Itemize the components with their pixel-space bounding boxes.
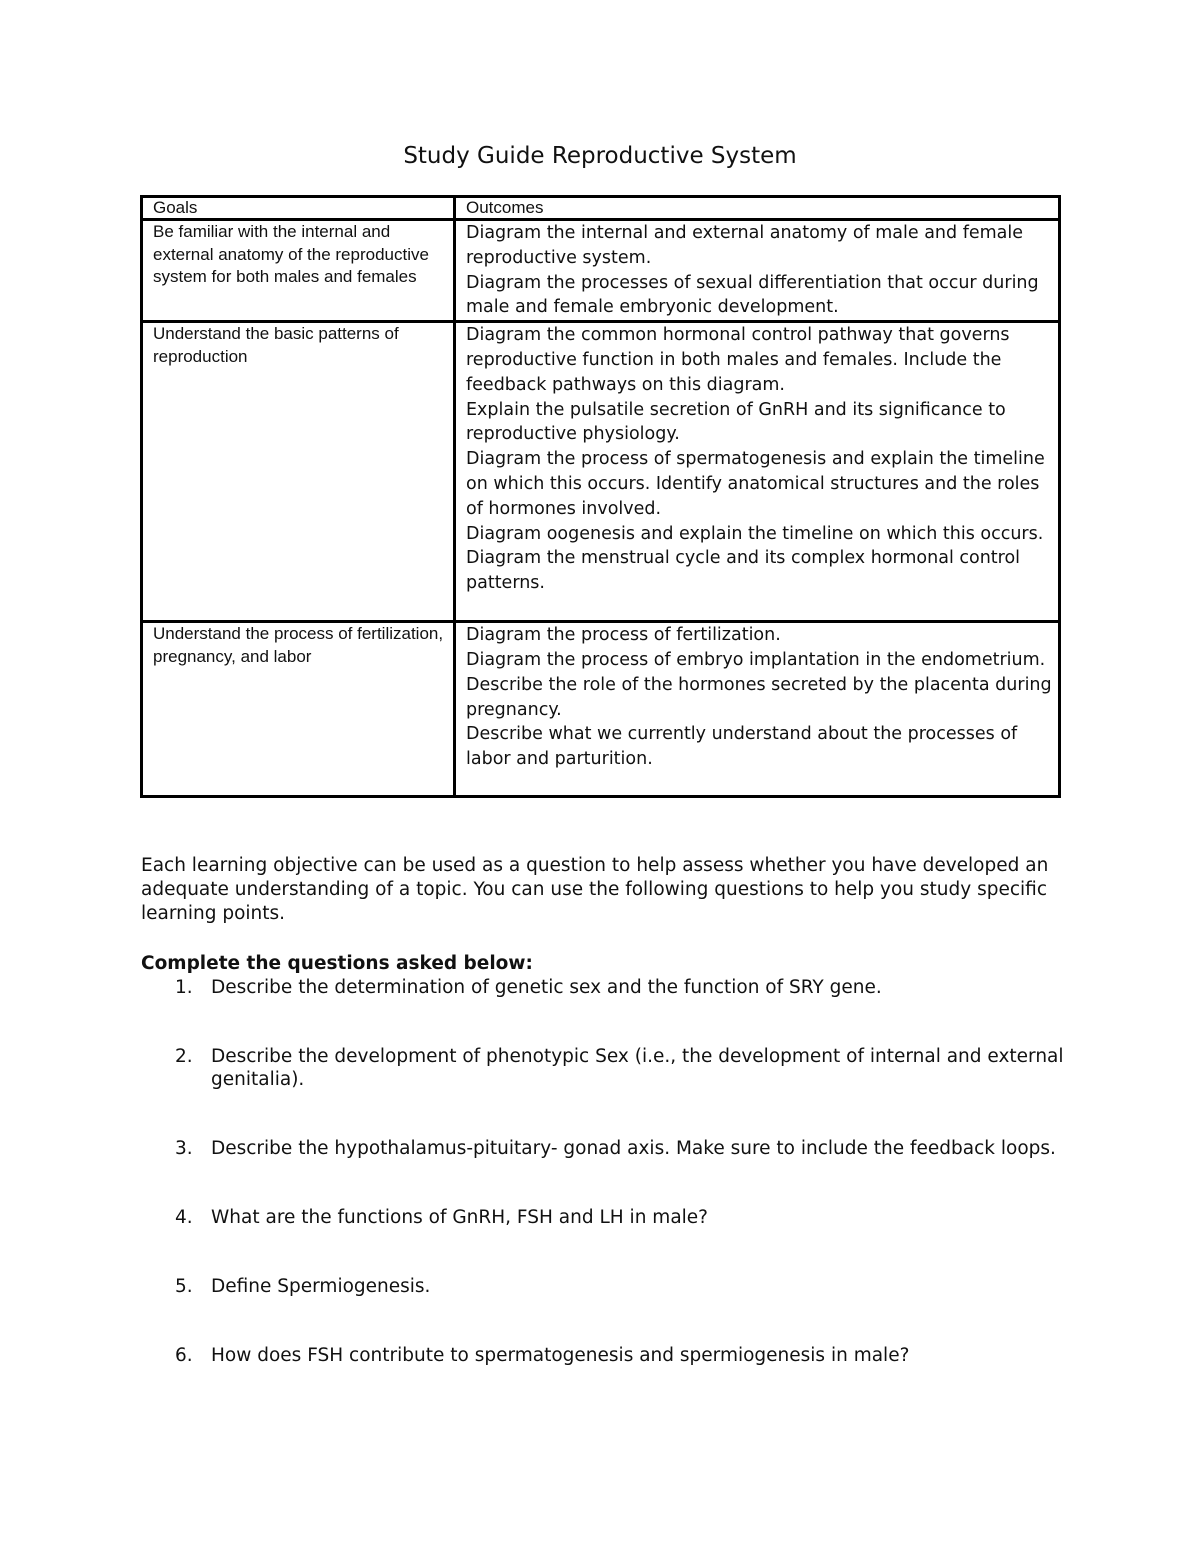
goal-cell: Understand the basic patterns of reproduction — [142, 322, 455, 622]
question-item — [141, 1137, 1071, 1160]
outcome-item: Diagram the process of spermatogenesis and explain the timeline on which this occurs. Identify anatomical structures and the roles of hormones involved. — [466, 449, 1045, 519]
table-row — [142, 322, 1060, 622]
question-item — [141, 1206, 1071, 1229]
outcome-cell — [455, 622, 1060, 797]
questions-heading: Complete the questions asked below: — [141, 953, 533, 974]
question-number: 3. — [175, 1138, 193, 1159]
outcome-item: Diagram the common hormonal control pathway that governs reproductive function in both males and females. Include the feedback pathways on this diagram. — [466, 325, 1010, 395]
question-number: 2. — [175, 1046, 193, 1067]
page-title: Study Guide Reproductive System — [403, 143, 797, 169]
intro-paragraph: Each learning objective can be used as a question to help assess whether you have developed an adequate understanding of a topic. You can use the following questions to help you study specific learning points. — [141, 855, 1049, 924]
outcome-item: Describe the role of the hormones secreted by the placenta during pregnancy. — [466, 674, 1052, 720]
goal-cell: Be familiar with the internal and external anatomy of the reproductive system for both males and females — [142, 220, 455, 322]
question-number: 4. — [175, 1207, 193, 1228]
outcome-item: Diagram the processes of sexual differentiation that occur during male and female embryonic development. — [466, 272, 1039, 318]
outcomes-header: Outcomes — [455, 197, 1060, 220]
question-number: 5. — [175, 1276, 193, 1297]
question-number: 1. — [175, 977, 193, 998]
questions-list — [141, 976, 1071, 1367]
outcome-item: Describe what we currently understand about the processes of labor and parturition. — [466, 724, 1018, 770]
outcome-item: Explain the pulsatile secretion of GnRH and its significance to reproductive physiology. — [466, 399, 1006, 445]
question-item — [141, 976, 1071, 999]
question-text: How does FSH contribute to spermatogenesis and spermiogenesis in male? — [211, 1345, 910, 1366]
question-text: Define Spermiogenesis. — [211, 1276, 431, 1297]
goal-cell: Understand the process of fertilization, pregnancy, and labor — [142, 622, 455, 797]
question-text: Describe the development of phenotypic Sex (i.e., the development of internal and external genitalia). — [211, 1046, 1064, 1090]
table-row — [142, 220, 1060, 322]
goals-header: Goals — [142, 197, 455, 220]
outcome-cell — [455, 322, 1060, 622]
goals-outcomes-table — [140, 195, 1061, 798]
outcome-item: Diagram the process of fertilization. — [466, 625, 781, 646]
question-text: Describe the hypothalamus-pituitary- gonad axis. Make sure to include the feedback loops. — [211, 1138, 1056, 1159]
outcome-item: Diagram the menstrual cycle and its complex hormonal control patterns. — [466, 548, 1021, 594]
question-item — [141, 1344, 1071, 1367]
question-number: 6. — [175, 1345, 193, 1366]
outcome-cell — [455, 220, 1060, 322]
table-header-row — [142, 197, 1060, 220]
outcome-item: Diagram the internal and external anatomy of male and female reproductive system. — [466, 223, 1024, 268]
table-row — [142, 622, 1060, 797]
question-text: What are the functions of GnRH, FSH and LH in male? — [211, 1207, 708, 1228]
outcome-item: Diagram the process of embryo implantation in the endometrium. — [466, 649, 1046, 670]
question-text: Describe the determination of genetic sex and the function of SRY gene. — [211, 977, 882, 998]
question-item — [141, 1045, 1071, 1091]
outcome-item: Diagram oogenesis and explain the timeline on which this occurs. — [466, 523, 1044, 544]
question-item — [141, 1275, 1071, 1298]
